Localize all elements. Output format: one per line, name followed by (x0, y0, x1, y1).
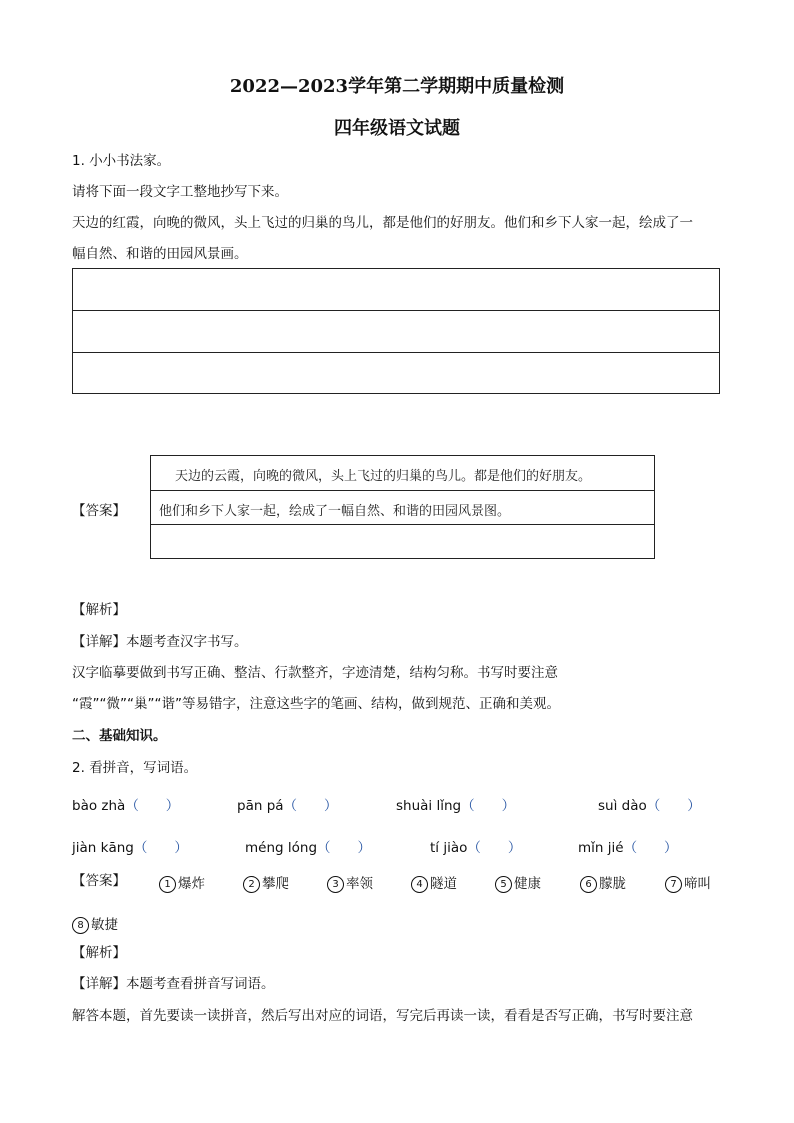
circled-number: 6 (580, 876, 597, 893)
q1-passage-line1: 天边的红霞，向晚的微风，头上飞过的归巢的鸟儿，都是他们的好朋友。他们和乡下人家一起，绘成了一 (72, 215, 693, 231)
handwritten-row-2 (151, 491, 654, 526)
answer-item-4 (411, 872, 457, 893)
pinyin-text: suì dào (598, 798, 647, 814)
q1-passage-line2: 幅自然、和谐的田园风景画。 (72, 246, 248, 262)
pinyin-item-8 (578, 836, 678, 856)
pinyin-item-3 (396, 794, 515, 814)
pinyin-item-2 (237, 794, 338, 814)
answer-item-2 (243, 872, 289, 893)
handwritten-line-1: 天边的云霞，向晚的微风，头上飞过的归巢的鸟儿。都是他们的好朋友。 (175, 469, 592, 484)
circled-number: 4 (411, 876, 428, 893)
q1-prompt: 小小书法家。 (89, 153, 171, 169)
circled-number: 7 (665, 876, 682, 893)
answer-item-3 (327, 872, 373, 893)
circled-number: 5 (495, 876, 512, 893)
answer-blank[interactable]: （ ） (125, 798, 180, 814)
pinyin-text: pān pá (237, 798, 284, 814)
answer-blank[interactable]: （ ） (467, 840, 522, 856)
q2-detail (72, 975, 275, 993)
answer-item-1 (159, 872, 205, 893)
pinyin-item-7 (430, 836, 521, 856)
answer-item-7 (665, 872, 711, 893)
handwritten-answer-image (150, 455, 655, 559)
answer-word: 敏捷 (91, 917, 118, 933)
q2-analysis-label: 【解析】 (72, 945, 126, 961)
page-subtitle: 四年级语文试题 (334, 118, 460, 139)
answer-item-8 (72, 913, 118, 934)
page-title: 2022—2023学年第二学期期中质量检测 (229, 76, 565, 97)
circled-number: 8 (72, 917, 89, 934)
circled-number: 1 (159, 876, 176, 893)
pinyin-item-5 (72, 836, 188, 856)
answer-word: 朦胧 (599, 876, 626, 892)
handwritten-row-1 (151, 456, 654, 491)
circled-number: 2 (243, 876, 260, 893)
copy-line-1[interactable] (73, 269, 719, 311)
answer-word: 啼叫 (684, 876, 711, 892)
q1-explain-line1: 汉字临摹要做到书写正确、整洁、行款整齐，字迹清楚，结构匀称。书写时要注意 (72, 665, 558, 681)
q1-number: 1. (72, 153, 85, 169)
pinyin-item-1 (72, 794, 179, 814)
handwritten-row-3 (151, 525, 654, 560)
answer-word: 隧道 (430, 876, 457, 892)
copy-line-2[interactable] (73, 311, 719, 353)
answer-item-5 (495, 872, 541, 893)
answer-blank[interactable]: （ ） (133, 840, 188, 856)
handwritten-line-2: 他们和乡下人家一起，绘成了一幅自然、和谐的田园风景图。 (159, 503, 511, 519)
pinyin-text: tí jiào (430, 840, 468, 856)
answer-blank[interactable]: （ ） (317, 840, 372, 856)
pinyin-text: jiàn kāng (72, 840, 134, 856)
copy-writing-box (72, 268, 720, 394)
pinyin-item-6 (245, 836, 371, 856)
pinyin-text: bào zhà (72, 798, 126, 814)
q2-number: 2. (72, 760, 85, 776)
q2-heading (72, 759, 197, 777)
answer-word: 攀爬 (262, 876, 289, 892)
q1-detail-label: 【详解】 (72, 634, 126, 650)
answer-word: 健康 (514, 876, 541, 892)
q2-detail-text: 本题考查看拼音写词语。 (126, 976, 275, 992)
q1-explain-line2: “霞”“微”“巢”“谐”等易错字，注意这些字的笔画、结构，做到规范、正确和美观。 (72, 696, 560, 712)
q1-answer-label: 【答案】 (72, 503, 126, 519)
answer-word: 率领 (346, 876, 373, 892)
q1-detail-text: 本题考查汉字书写。 (126, 634, 248, 650)
q1-analysis-label: 【解析】 (72, 602, 126, 618)
q1-detail (72, 633, 248, 651)
q1-instruction: 请将下面一段文字工整地抄写下来。 (72, 184, 288, 200)
answer-blank[interactable]: （ ） (461, 798, 516, 814)
q1-heading (72, 152, 170, 170)
q2-detail-label: 【详解】 (72, 976, 126, 992)
pinyin-text: mǐn jié (578, 840, 624, 856)
q2-prompt: 看拼音，写词语。 (89, 760, 198, 776)
answer-blank[interactable]: （ ） (646, 798, 701, 814)
section2-heading: 二、基础知识。 (72, 728, 167, 744)
circled-number: 3 (327, 876, 344, 893)
q2-explain-line1: 解答本题，首先要读一读拼音，然后写出对应的词语，写完后再读一读，看看是否写正确，书写时要注意 (72, 1008, 693, 1024)
answer-blank[interactable]: （ ） (283, 798, 338, 814)
answer-word: 爆炸 (178, 876, 205, 892)
answer-blank[interactable]: （ ） (623, 840, 678, 856)
pinyin-item-4 (598, 794, 701, 814)
pinyin-text: shuài lǐng (396, 798, 462, 814)
copy-line-3[interactable] (73, 353, 719, 395)
answer-item-6 (580, 872, 626, 893)
pinyin-text: méng lóng (245, 840, 318, 856)
q2-answer-label: 【答案】 (72, 873, 126, 889)
